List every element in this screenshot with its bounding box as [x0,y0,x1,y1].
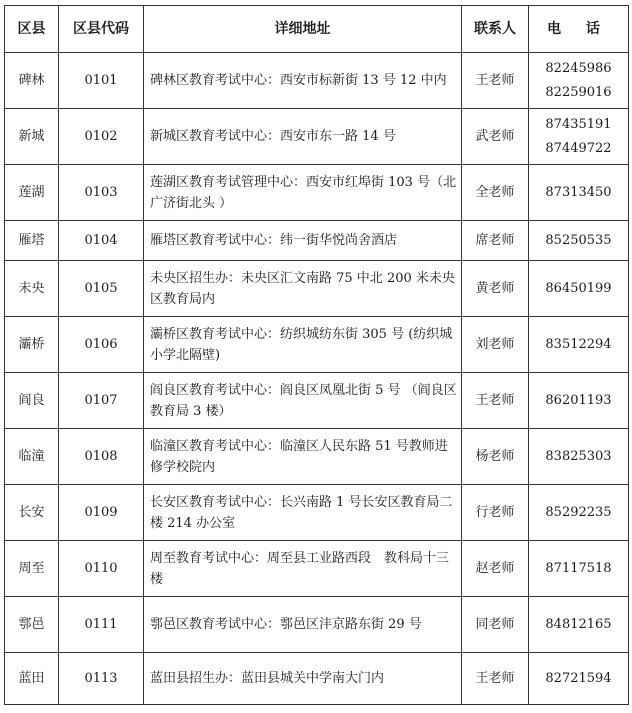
phone-number: 85250535 [545,232,612,248]
district-cell: 灞桥 [5,317,59,373]
code-cell: 0105 [59,261,144,317]
phone-number: 87435191 [545,116,612,132]
contact-table [4,5,629,705]
address-cell: 未央区招生办：未央区汇文南路 75 中北 200 米未央区教育局内 [144,261,462,317]
contact-cell: 王老师 [462,373,529,429]
address-cell: 雁塔区教育考试中心：纬一街华悦尚舍酒店 [144,221,462,261]
phone-cell [529,485,629,541]
table-row [5,597,629,653]
address-cell: 鄠邑区教育考试中心：鄠邑区沣京路东街 29 号 [144,597,462,653]
phone-cell [529,261,629,317]
contact-cell: 王老师 [462,653,529,705]
code-cell: 0104 [59,221,144,261]
header-contact: 联系人 [462,6,529,53]
table-row [5,53,629,109]
district-cell: 未央 [5,261,59,317]
address-cell: 长安区教育考试中心：长兴南路 1 号长安区教育局二楼 214 办公室 [144,485,462,541]
phone-number: 82721594 [545,670,612,686]
phone-cell [529,109,629,165]
code-cell: 0102 [59,109,144,165]
table-row [5,485,629,541]
code-cell: 0103 [59,165,144,221]
header-code: 区县代码 [59,6,144,53]
code-cell: 0108 [59,429,144,485]
code-cell: 0110 [59,541,144,597]
table-header [5,6,629,53]
phone-number: 87313450 [545,184,612,200]
district-cell: 雁塔 [5,221,59,261]
phone-cell [529,597,629,653]
phone-number: 82259016 [545,84,612,100]
contact-cell: 王老师 [462,53,529,109]
address-cell: 阎良区教育考试中心：阎良区凤凰北街 5 号 （阎良区教育局 3 楼） [144,373,462,429]
address-cell: 碑林区教育考试中心：西安市标新街 13 号 12 中内 [144,53,462,109]
contact-cell: 杨老师 [462,429,529,485]
table-row [5,109,629,165]
table-row [5,373,629,429]
address-cell: 周至教育考试中心：周至县工业路西段 教科局十三楼 [144,541,462,597]
header-row [5,6,629,53]
district-cell: 鄠邑 [5,597,59,653]
contact-cell: 赵老师 [462,541,529,597]
contact-cell: 全老师 [462,165,529,221]
code-cell: 0113 [59,653,144,705]
address-cell: 新城区教育考试中心：西安市东一路 14 号 [144,109,462,165]
table-row [5,429,629,485]
phone-number: 87449722 [545,140,612,156]
header-address: 详细地址 [144,6,462,53]
contact-cell: 刘老师 [462,317,529,373]
contact-cell: 黄老师 [462,261,529,317]
district-cell: 周至 [5,541,59,597]
header-district: 区县 [5,6,59,53]
phone-cell [529,317,629,373]
contact-cell: 武老师 [462,109,529,165]
district-cell: 长安 [5,485,59,541]
phone-number: 86450199 [545,280,612,296]
table-row [5,165,629,221]
phone-cell [529,373,629,429]
address-cell: 莲湖区教育考试管理中心：西安市红埠街 103 号（北广济街北头 ） [144,165,462,221]
phone-number: 83825303 [545,448,612,464]
address-cell: 灞桥区教育考试中心：纺织城纺东街 305 号 (纺织城小学北隔壁) [144,317,462,373]
code-cell: 0101 [59,53,144,109]
phone-cell [529,541,629,597]
table-row [5,317,629,373]
phone-number: 84812165 [545,616,612,632]
district-cell: 临潼 [5,429,59,485]
phone-cell [529,221,629,261]
code-cell: 0109 [59,485,144,541]
phone-number: 86201193 [545,392,612,408]
header-phone: 电 话 [529,6,629,53]
district-cell: 莲湖 [5,165,59,221]
table-row [5,653,629,705]
phone-number: 83512294 [545,336,612,352]
district-cell: 蓝田 [5,653,59,705]
code-cell: 0111 [59,597,144,653]
phone-cell [529,53,629,109]
table-row [5,221,629,261]
phone-cell [529,165,629,221]
phone-number: 87117518 [545,560,612,576]
table-body [5,53,629,705]
code-cell: 0106 [59,317,144,373]
district-cell: 碑林 [5,53,59,109]
contact-cell: 同老师 [462,597,529,653]
phone-number: 82245986 [545,60,612,76]
district-cell: 新城 [5,109,59,165]
address-cell: 蓝田县招生办：蓝田县城关中学南大门内 [144,653,462,705]
phone-number: 85292235 [545,504,612,520]
phone-cell [529,653,629,705]
contact-cell: 行老师 [462,485,529,541]
contact-cell: 席老师 [462,221,529,261]
district-cell: 阎良 [5,373,59,429]
table-row [5,541,629,597]
code-cell: 0107 [59,373,144,429]
address-cell: 临潼区教育考试中心：临潼区人民东路 51 号教师进修学校院内 [144,429,462,485]
phone-cell [529,429,629,485]
table-row [5,261,629,317]
